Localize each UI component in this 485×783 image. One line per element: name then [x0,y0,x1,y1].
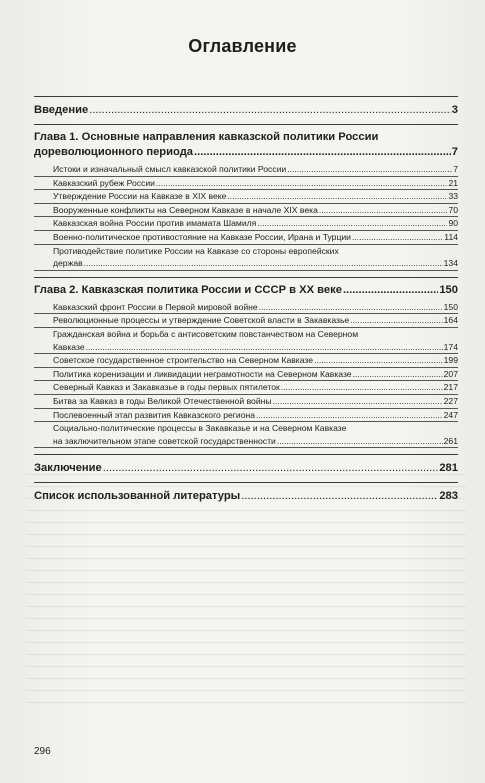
toc-subentry-label: Кавказская война России против имамата Шамиля [53,218,257,229]
toc-subentry-page: 227 [443,395,458,406]
toc-subentry-page: 33 [448,191,458,202]
toc-entry-page: 281 [439,462,458,475]
toc-subentry-label: Утверждение России на Кавказе в XIX веке [53,191,227,202]
toc-chapter-1-heading[interactable] [34,130,458,160]
toc-subentry-page: 207 [443,368,458,379]
leader-dots [281,381,443,394]
leader-dots [319,204,448,217]
toc-subentry-page: 114 [444,231,458,242]
leader-dots [343,283,438,298]
toc-subentry-page: 217 [443,382,458,393]
toc-subentry-page: 247 [443,409,458,420]
toc-chapter-2-heading[interactable] [34,283,458,298]
leader-dots [241,489,438,504]
leader-dots [277,435,443,448]
leader-dots [257,217,447,230]
toc-chapter-2 [34,278,458,455]
toc-subentry-page: 134 [443,258,458,269]
toc-entry-bibliography[interactable] [34,483,458,510]
toc-subentry[interactable] [34,231,458,245]
leader-dots [103,461,439,476]
page-number: 296 [34,746,51,757]
toc-subentry-label: Военно-политическое противостояние на Кавказе России, Ирана и Турции [53,231,351,242]
toc-subentry-label: Кавказский рубеж России [53,177,155,188]
toc-subentry-label-line-2: держав [53,258,83,269]
toc-subentry-page: 90 [448,218,458,229]
toc-entry-label: Введение [34,104,89,116]
chapter-title: Глава 2. Кавказская политика России и СССР в XX веке [34,283,342,296]
toc-subentry-label: Политика коренизации и ликвидации неграмотности на Северном Кавказе [53,368,352,379]
toc-subentry-label: Революционные процессы и утверждение Советской власти в Закавказье [53,315,350,326]
leader-dots [156,177,448,190]
toc-subentry[interactable] [34,395,458,409]
page-title: Оглавление [188,36,297,56]
toc-entry-page: 3 [451,104,458,116]
toc-subentry-page: 21 [448,177,458,188]
toc-entry-page: 7 [451,146,458,158]
toc-subentry-page: 261 [443,435,458,446]
leader-dots [350,314,442,327]
chapter-title-line-2: дореволюционного периода [34,146,194,158]
toc-chapter-1 [34,125,458,277]
toc-subentry-label: Вооруженные конфликты на Северном Кавказе в начале XIX века [53,204,318,215]
toc-subentry-label-line-2: Кавказе [53,341,85,352]
toc-subentry-label: Истоки и изначальный смысл кавказской политики России [53,164,287,174]
toc-entry-page: 150 [439,283,458,296]
toc-subentries [34,163,458,271]
toc-subentry-page: 174 [443,341,458,352]
toc-subentry-page: 7 [453,164,458,174]
toc-subentry-label-line-1: Социально-политические процессы в Закавказье и на Северном Кавказе [53,423,347,434]
leader-dots [353,368,443,381]
toc-subentry[interactable] [34,163,458,177]
toc-subentry-label-line-1: Противодействие политике России на Кавказе со стороны европейских [53,245,339,256]
leader-dots [352,231,443,244]
leader-dots [86,341,443,354]
toc-subentry-page: 164 [443,315,458,326]
toc-subentry[interactable] [34,381,458,395]
toc-subentry[interactable] [34,354,458,368]
toc-subentry-page: 70 [448,204,458,215]
toc-entry-label: Заключение [34,462,102,475]
toc-entry-conclusion[interactable] [34,455,458,482]
toc-subentry[interactable] [34,301,458,315]
leader-dots [89,103,451,118]
bleed-through-lines [26,474,466,724]
toc-entry-label: Список использованной литературы [34,490,241,503]
leader-dots [256,409,443,422]
toc-subentry-label-line-1: Гражданская война и борьба с антисоветским повстанчеством на Северном [53,328,359,339]
toc-subentry[interactable] [34,409,458,423]
toc-entry-intro[interactable] [34,97,458,124]
leader-dots [84,257,443,270]
leader-dots [227,190,447,203]
toc-subentry-page: 199 [443,355,458,366]
toc-subentry-page: 150 [443,301,458,312]
table-of-contents [34,96,458,510]
toc-entry-page: 283 [439,490,458,503]
leader-dots [259,301,443,314]
toc-subentry-label: Северный Кавказ и Закавказье в годы первых пятилеток [53,382,280,393]
toc-subentry[interactable] [34,204,458,218]
toc-subentries [34,301,458,449]
toc-subentry[interactable] [34,190,458,204]
leader-dots [287,163,452,176]
toc-subentry[interactable] [34,422,458,448]
toc-subentry[interactable] [34,177,458,191]
toc-subentry-label-line-2: на заключительном этапе советской государственности [53,435,276,446]
leader-dots [314,354,443,367]
chapter-title-line-1: Глава 1. Основные направления кавказской политики России [34,131,379,143]
leader-dots [273,395,443,408]
leader-dots [194,145,451,160]
toc-subentry[interactable] [34,368,458,382]
toc-subentry-label: Кавказский фронт России в Первой мировой войне [53,301,258,312]
toc-subentry-label: Послевоенный этап развития Кавказского региона [53,409,256,420]
toc-subentry[interactable] [34,217,458,231]
toc-subentry[interactable] [34,328,458,354]
toc-subentry[interactable] [34,314,458,328]
toc-subentry-label: Советское государственное строительство на Северном Кавказе [53,355,314,366]
toc-subentry-label: Битва за Кавказ в годы Великой Отечественной войны [53,395,272,406]
toc-subentry[interactable] [34,245,458,271]
